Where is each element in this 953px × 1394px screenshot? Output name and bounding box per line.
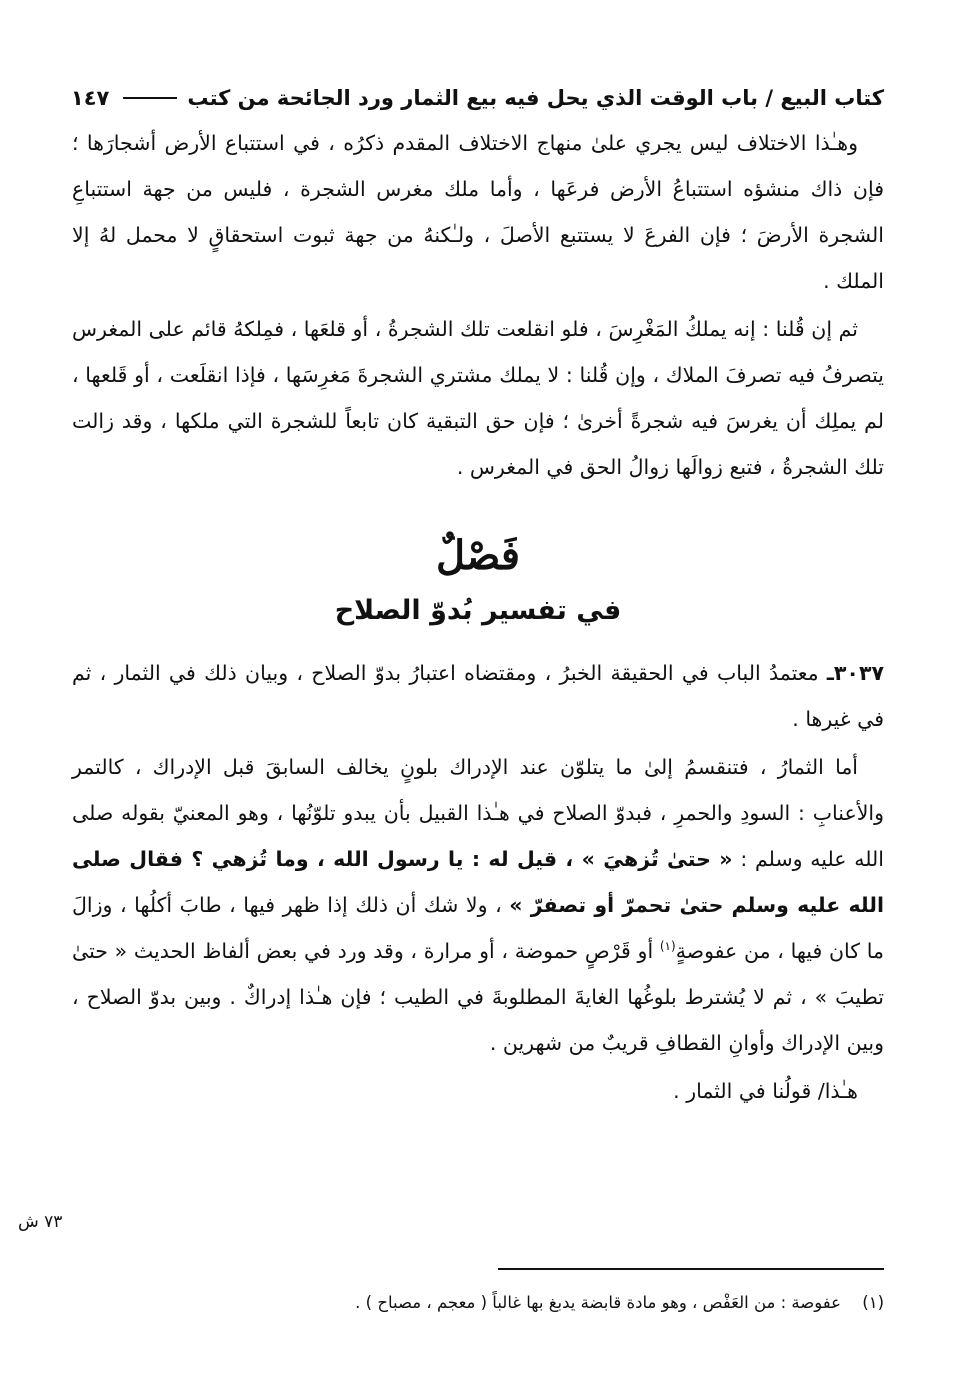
- footnote-text: عفوصة : من العَفْص ، وهو مادة قابضة يدبغ بها غالباً ( معجم ، مصباح ) .: [355, 1293, 841, 1312]
- footnote-reference[interactable]: (١): [659, 939, 676, 954]
- paragraph-5: هـٰذا/ قولُنا في الثمار .: [673, 1079, 858, 1103]
- paragraph-number: ٣٠٣٧ـ: [826, 661, 884, 685]
- header-dash: [123, 97, 177, 99]
- footnote: [72, 1286, 884, 1320]
- paragraph-1: وهـٰذا الاختلاف ليس يجري علىٰ منهاج الاختلاف المقدم ذكرُه ، في استتباع الأرض أشجارَها ؛ فإن ذاك منشؤه استتباعُ الأرض فرعَها ، وأما ملك مغرس الشجرة ، فليس من جهة استتباعِ الشجرة الأرضَ ؛ فإن الفرعَ لا يستتبع الأصلَ ، ولـٰكنهُ من جهة ثبوت استحقاقٍ لا محمل لهُ إلا الملك .: [72, 131, 884, 293]
- paragraph-3: [72, 650, 884, 742]
- hadith-quote: « حتىٰ تُزهيَ » ، قيل له : يا رسول الله ، وما تُزهي ؟ فقال صلى الله عليه وسلم حتىٰ تحمرّ أو تصفرّ »: [72, 847, 884, 917]
- page-number: ١٤٧: [70, 86, 110, 110]
- header-title: كتاب البيع / باب الوقت الذي يحل فيه بيع الثمار ورد الجائحة من كتب: [187, 86, 884, 110]
- marginal-manuscript-note: ٧٣ ش: [18, 1212, 63, 1232]
- paragraph-4-part-a: أما الثمارُ ، فتنقسمُ إلىٰ ما يتلوّن عند الإدراك بلونٍ يخالف السابقَ قبل الإدراك ، كالتمر والأعنابِ : السودِ والحمرِ ، فبدوّ الصلاح في هـٰذا القبيل بأن يبدو تلوّنُها ، وهو المعنيّ بقوله صلى الله عليه وسلم :: [72, 755, 884, 871]
- page-number-group: [71, 86, 187, 110]
- paragraph-2: ثم إن قُلنا : إنه يملكُ المَغْرِسَ ، فلو انقلعت تلك الشجرةُ ، أو قلعَها ، فمِلكهُ قائم على المغرس يتصرفُ فيه تصرفَ الملاك ، وإن قُلنا : لا يملك مشتري الشجرةَ مَغرِسَها ، فإذا انقلَعت ، أو قَلعها ، لم يملِك أن يغرسَ فيه شجرةً أخرىٰ ؛ فإن حق التبقية كان تابعاً للشجرة التي ملكها ، وقد زالت تلك الشجرةُ ، فتبع زوالَها زوالُ الحق في المغرس .: [72, 317, 884, 479]
- fasl-ornament: فَصْلٌ: [435, 532, 521, 579]
- paragraph-4-part-b: ، ولا شك أن ذلك إذا ظهر فيها ، طابَ أكلُها ، وزالَ ما كان فيها ، من عفوصةٍ: [72, 893, 884, 963]
- footnote-number: (١): [862, 1293, 884, 1312]
- section-ornament: [72, 526, 884, 586]
- page-body: [72, 78, 884, 1114]
- paragraph-4-part-c: أو قَرْصٍ حموضة ، أو مرارة ، وقد ورد في بعض ألفاظ الحديث « حتىٰ تطيبَ » ، ثم لا يُشترط بلوغُها الغايةَ المطلوبةَ في الطيب ؛ فإن هـٰذا إدراكٌ . وبين بدوّ الصلاح ، وبين الإدراك وأوانِ القطافِ قريبٌ من شهرين .: [72, 939, 884, 1055]
- running-header: [72, 78, 884, 118]
- paragraph-3-text: معتمدُ الباب في الحقيقة الخبرُ ، ومقتضاه اعتبارُ بدوّ الصلاح ، وبيان ذلك في الثمار ، ثم في غيرها .: [72, 661, 884, 731]
- footnote-divider: [498, 1268, 884, 1270]
- paragraph-4: [72, 744, 884, 1066]
- section-title: في تفسير بُدوّ الصلاح: [334, 595, 622, 626]
